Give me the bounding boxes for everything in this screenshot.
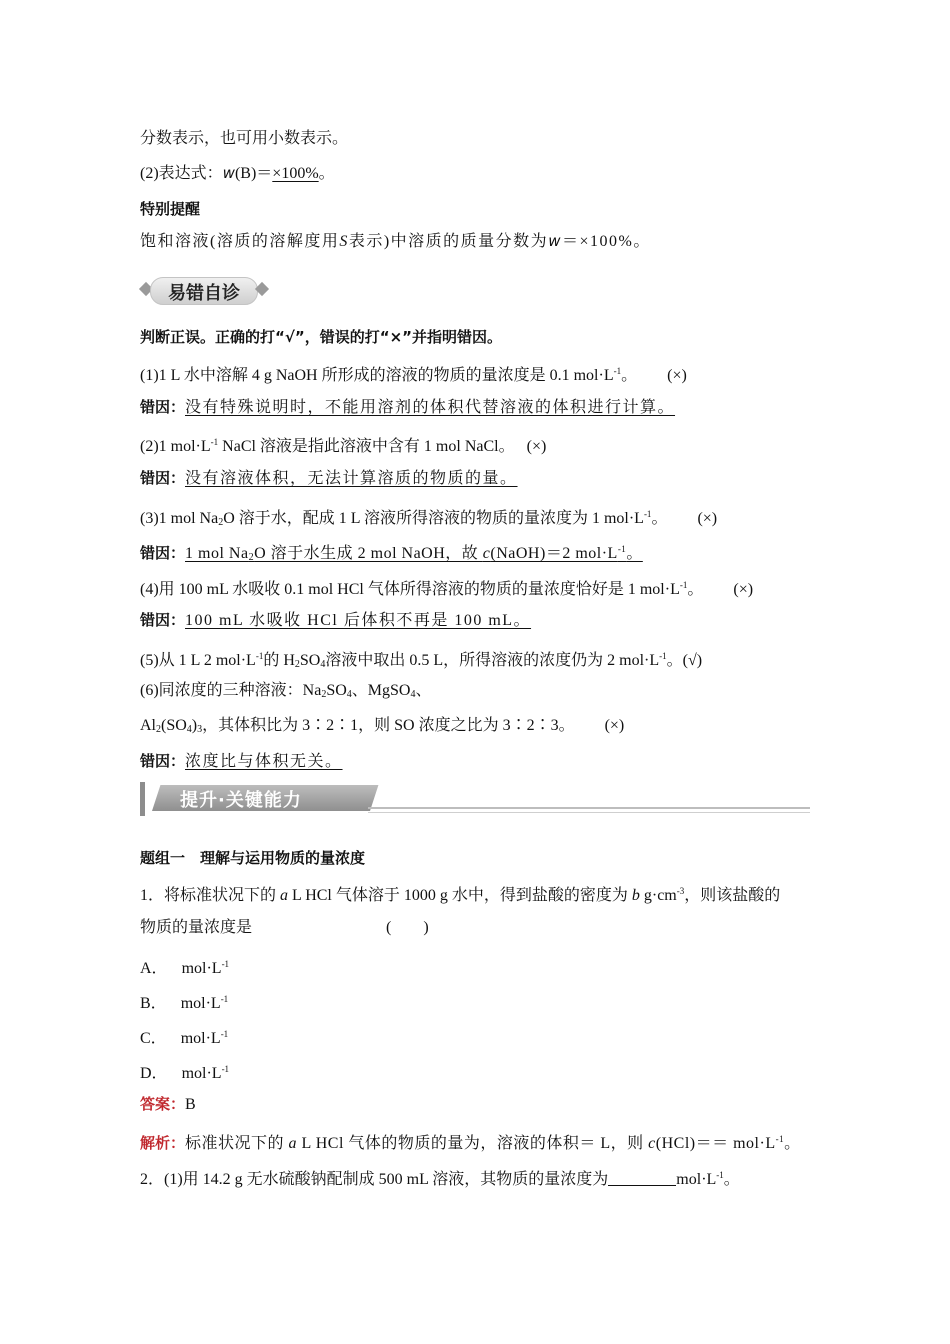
reason-3: 错因：1 mol $Na_2O$ 溶于水生成 2 mol NaOH，故 c(NaOH)＝2 $mol\cdot L^{-1}$。 [140,544,643,563]
question-5: (5)从 1 L 2 $mol\cdot L^{-1}$的 $H_2SO_4$溶液中取出 0.5 L，所得溶液的浓度仍为 2 $mol\cdot L^{-1}$。(√) [140,651,703,670]
tip-text: 饱和溶液(溶质的溶解度用S表示)中溶质的质量分数为w＝×100%。 [140,232,651,250]
question-2: (2)1 $mol\cdot L^{-1}$ NaCl 溶液是指此溶液中含有 1 mol NaCl。 (×) [140,437,547,455]
expression-line: (2)表达式：w(B)＝×100%。 [140,164,335,182]
reason-4: 错因：100 mL 水吸收 HCl 后体积不再是 100 mL。 [140,611,532,629]
tip-title: 特别提醒 [140,200,201,218]
question-6-continued: $Al_2(SO_4)_3$，其体积比为 3∶2∶1，则 SO 浓度之比为 3∶2∶3。 (×) [140,717,625,735]
section-banner-key-ability [140,782,810,816]
answer: 答案：B [140,1095,196,1113]
option-a: A． $mol\cdot L^{-1}$ [140,959,230,977]
reason-1: 错因：没有特殊说明时，不能用溶剂的体积代替溶液的体积进行计算。 [140,398,676,416]
problem-1-continued: 物质的量浓度是 ( ) [140,919,429,936]
option-b: B． $mol\cdot L^{-1}$ [140,994,229,1012]
group-title: 题组一 理解与运用物质的量浓度 [140,849,366,867]
text-line: 分数表示，也可用小数表示。 [140,130,349,147]
question-4: (4)用 100 mL 水吸收 0.1 mol HCl 气体所得溶液的物质的量浓度恰好是 1 $mol\cdot L^{-1}$。 (×) [140,580,754,598]
question-3: (3)1 mol $Na_2O$ 溶于水，配成 1 L 溶液所得溶液的物质的量浓度为 1 $mol\cdot L^{-1}$。 (×) [140,509,718,528]
option-d: D． $mol\cdot L^{-1}$ [140,1064,230,1082]
reason-6: 错因：浓度比与体积无关。 [140,752,343,770]
section-banner-self-check [140,276,268,304]
analysis: 解析：标准状况下的 a L HCl 气体的物质的量为，溶液的体积＝ L，则 $c(HCl)== mol\cdot L^{-1}$。 [140,1134,801,1152]
reason-2: 错因：没有溶液体积，无法计算溶质的物质的量。 [140,469,518,487]
section-title: 提升·关键能力 [180,790,302,811]
problem-1: 1．将标准状况下的 a L HCl 气体溶于 1000 g 水中，得到盐酸的密度为 b $g\cdot cm^{-3}$，则该盐酸的 [140,886,781,904]
answer-blank[interactable] [608,1171,676,1186]
instruction: 判断正误。正确的打“√”，错误的打“×”并指明错因。 [140,328,503,346]
question-6: (6)同浓度的三种溶液：$Na_2SO_4$、MgSO$_4$、 [140,682,432,700]
option-c: C． $mol\cdot L^{-1}$ [140,1029,229,1047]
problem-2: 2．(1)用 14.2 g 无水硫酸钠配制成 500 mL 溶液，其物质的量浓度为 $mol\cdot L^{-1}$。 [140,1170,740,1188]
question-1: (1)1 L 水中溶解 4 g NaOH 所形成的溶液的物质的量浓度是 0.1 $mol\cdot L^{-1}$。 (×) [140,366,687,384]
section-title: 易错自诊 [168,283,240,304]
